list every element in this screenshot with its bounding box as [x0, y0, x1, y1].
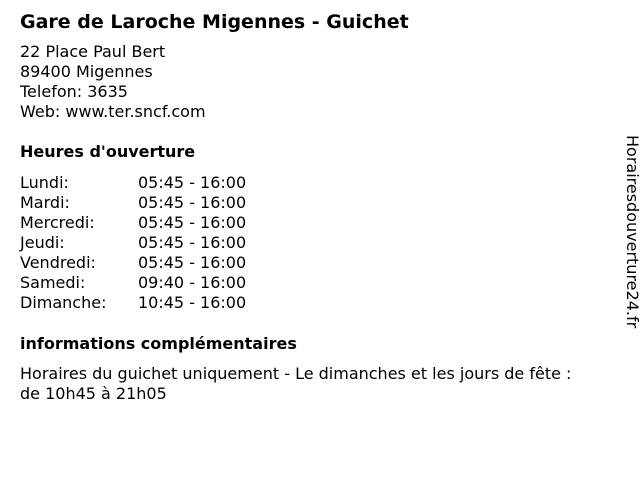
hours-row-monday	[20, 173, 610, 193]
hours-time: 05:45 - 16:00	[138, 233, 247, 252]
opening-hours-card	[20, 10, 610, 404]
hours-day: Mardi:	[20, 193, 70, 212]
hours-row-tuesday	[20, 193, 610, 213]
hours-time: 09:40 - 16:00	[138, 273, 247, 292]
address-phone: Telefon: 3635	[20, 82, 128, 101]
address-city: 89400 Migennes	[20, 62, 153, 81]
additional-info-text: Horaires du guichet uniquement - Le dimanches et les jours de fête : de 10h45 à 21h05	[20, 364, 572, 403]
address-street: 22 Place Paul Bert	[20, 42, 166, 61]
hours-row-wednesday	[20, 213, 610, 233]
hours-time: 10:45 - 16:00	[138, 293, 247, 312]
hours-row-sunday	[20, 293, 610, 313]
hours-day: Jeudi:	[20, 233, 65, 252]
hours-time: 05:45 - 16:00	[138, 193, 247, 212]
page-title: Gare de Laroche Migennes - Guichet	[20, 11, 409, 33]
site-watermark: Horairesdouverture24.fr	[623, 135, 642, 329]
address-web: Web: www.ter.sncf.com	[20, 102, 206, 121]
hours-day: Mercredi:	[20, 213, 95, 232]
hours-row-friday	[20, 253, 610, 273]
hours-time: 05:45 - 16:00	[138, 213, 247, 232]
hours-day: Lundi:	[20, 173, 69, 192]
hours-day: Dimanche:	[20, 293, 107, 312]
hours-day: Vendredi:	[20, 253, 96, 272]
address-block	[20, 42, 610, 122]
hours-row-thursday	[20, 233, 610, 253]
opening-hours-table	[20, 173, 610, 313]
opening-hours-heading: Heures d'ouverture	[20, 142, 196, 161]
hours-time: 05:45 - 16:00	[138, 253, 247, 272]
additional-info-heading: informations complémentaires	[20, 334, 297, 353]
hours-row-saturday	[20, 273, 610, 293]
hours-day: Samedi:	[20, 273, 86, 292]
hours-time: 05:45 - 16:00	[138, 173, 247, 192]
